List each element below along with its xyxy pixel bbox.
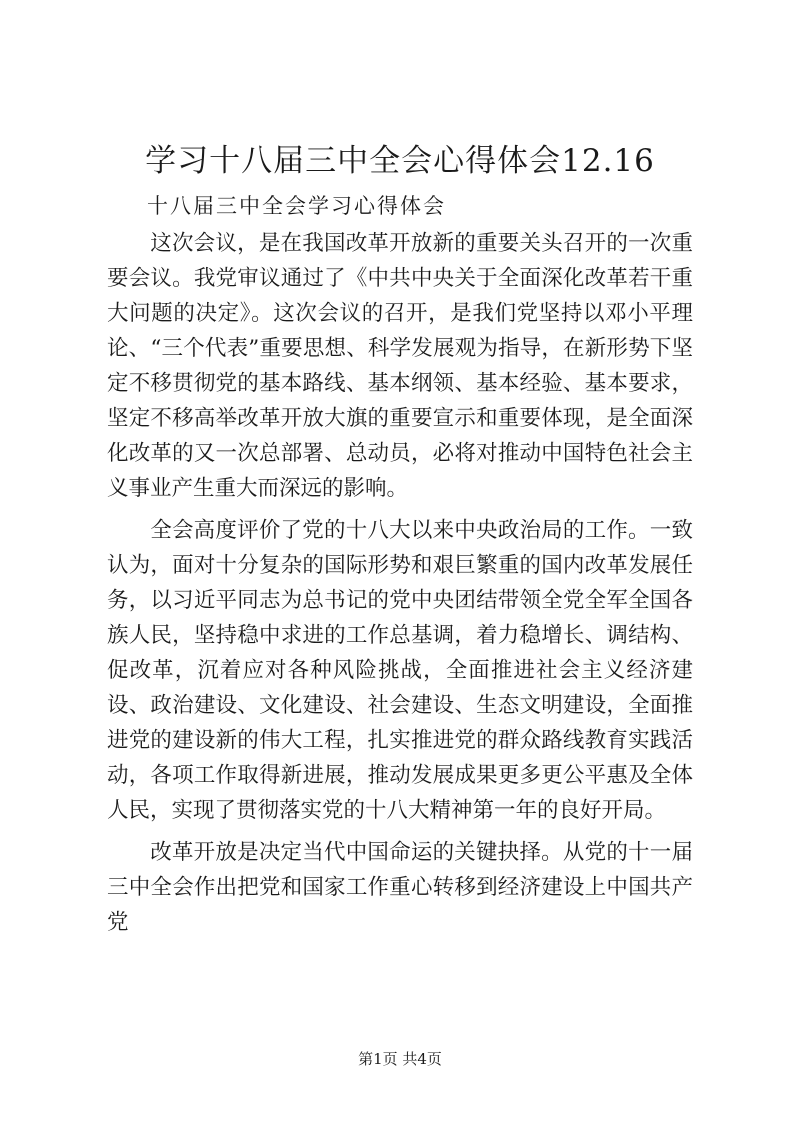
document-subtitle: 十八届三中全会学习心得体会 bbox=[147, 194, 446, 218]
paragraph-1-text: 这次会议，是在我国改革开放新的重要关头召开的一次重要会议。我党审议通过了《中共中央关于全面深化改革若干重大问题的决定》。这次会议的召开，是我们党坚持以邓小平理论、“三个代表”重要思想、科学发展观为指导，在新形势下坚定不移贯彻党的基本路线、基本纲领、基本经验、基本要求，坚定不移高举改革开放大旗的重要宣示和重要体现，是全面深化改革的又一次总部署、总动员，必将对推动中国特色社会主义事业产生重大而深远的影响。 bbox=[107, 231, 693, 501]
paragraph-3-text: 改革开放是决定当代中国命运的关键抉择。从党的十一届三中全会作出把党和国家工作重心转移到经济建设上中国共产党 bbox=[107, 840, 693, 935]
paragraph-3 bbox=[107, 835, 693, 940]
paragraph-2-text: 全会高度评价了党的十八大以来中央政治局的工作。一致认为，面对十分复杂的国际形势和艰巨繁重的国内改革发展任务，以习近平同志为总书记的党中央团结带领全党全军全国各族人民，坚持稳中求进的工作总基调，着力稳增长、调结构、促改革，沉着应对各种风险挑战，全面推进社会主义经济建设、政治建设、文化建设、社会建设、生态文明建设，全面推进党的建设新的伟大工程，扎实推进党的群众路线教育实践活动，各项工作取得新进展，推动发展成果更多更公平惠及全体人民，实现了贯彻落实党的十八大精神第一年的良好开局。 bbox=[107, 518, 693, 823]
document-body bbox=[107, 226, 693, 940]
paragraph-2 bbox=[107, 513, 693, 828]
page-number-footer: 第1页 共4页 bbox=[358, 1050, 442, 1068]
paragraph-1 bbox=[107, 226, 693, 506]
document-title: 学习十八届三中全会心得体会12.16 bbox=[145, 143, 655, 179]
